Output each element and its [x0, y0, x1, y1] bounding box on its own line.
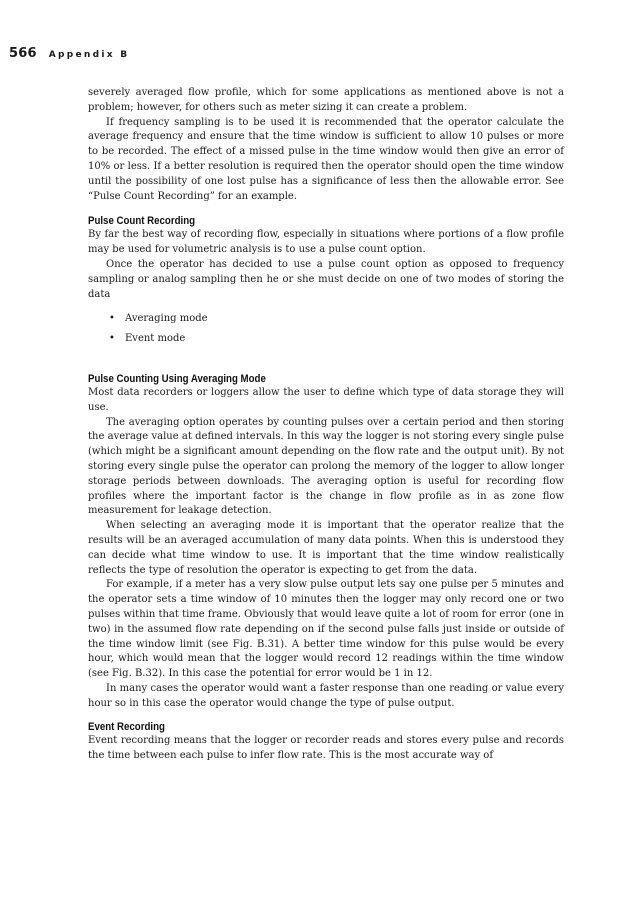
- paragraph-pulse-count-modes: Once the operator has decided to use a pulse count option as opposed to frequency sampling or analog sampling then he or she must decide on one of two modes of storing the data: [88, 258, 564, 300]
- list-item-label: Event mode: [125, 333, 186, 345]
- page-number: 566: [9, 46, 37, 61]
- paragraph-averaging-selection: When selecting an averaging mode it is important that the operator realize that the results will be an averaged accumulation of many data points. When this is understood they can decide what time window to use. It is important that the time window realistically reflects the type of resolution the operator is expecting to get from the data.: [88, 520, 564, 576]
- paragraph-event-recording: Event recording means that the logger or recorder reads and stores every pulse and records the time between each pulse to infer flow rate. This is the most accurate way of: [88, 735, 564, 762]
- list-item: [109, 332, 564, 347]
- storage-modes-list: [88, 312, 564, 347]
- paragraph-frequency-sampling: If frequency sampling is to be used it is recommended that the operator calculate the average frequency and ensure that the time window is sufficient to allow 10 pulses or more to be recorded. The effect of a missed pulse in the time window would then give an error of 10% or less. If a better resolution is required then the operator should open the time window until the possibility of one lost pulse has a significance of less then the allowable error. See “Pulse Count Recording” for an example.: [88, 116, 564, 202]
- paragraph-pulse-count-intro: By far the best way of recording flow, especially in situations where portions of a flow profile may be used for volumetric analysis is to use a pulse count option.: [88, 229, 564, 256]
- paragraph-continued: severely averaged flow profile, which for some applications as mentioned above is not a problem; however, for others such as meter sizing it can create a problem.: [88, 87, 564, 113]
- paragraph-averaging-option: The averaging option operates by counting pulses over a certain period and then storing the average value at defined intervals. In this way the logger is not storing every single pulse (which might be a significant amount depending on the flow rate and the output unit). By not storing every single pulse the operator can prolong the memory of the logger to allow longer storage periods between downloads. The averaging option is useful for recording flow profiles where the important factor is the change in flow profile as in as zone flow measurement for leakage detection.: [88, 416, 564, 517]
- bullet-icon: •: [109, 333, 115, 345]
- list-item: [109, 312, 564, 327]
- page-header: [9, 44, 129, 62]
- list-item-label: Averaging mode: [125, 313, 208, 325]
- bullet-icon: •: [109, 313, 115, 325]
- running-head: Appendix B: [48, 50, 130, 60]
- section-heading-averaging-mode: Pulse Counting Using Averaging Mode: [88, 372, 266, 385]
- paragraph-averaging-intro: Most data recorders or loggers allow the user to define which type of data storage they will use.: [88, 386, 564, 413]
- section-heading-pulse-count-recording: Pulse Count Recording: [88, 215, 196, 228]
- body-text: [88, 86, 564, 764]
- paragraph-averaging-example: For example, if a meter has a very slow pulse output lets say one pulse per 5 minutes and the operator sets a time window of 10 minutes then the logger may only record one or two pulses within that time frame. Obviously that would leave quite a lot of room for error (one in two) in the assumed flow rate depending on if the second pulse falls just inside or outside of the time window limit (see Fig. B.31). A better time window for this pulse would be every hour, which would mean that the logger would record 12 readings within the time window (see Fig. B.32). In this case the potential for error would be 1 in 12.: [88, 579, 564, 680]
- paragraph-averaging-response: In many cases the operator would want a faster response than one reading or value every hour so in this case the operator would change the type of pulse output.: [88, 682, 564, 709]
- section-heading-event-recording: Event Recording: [88, 721, 165, 734]
